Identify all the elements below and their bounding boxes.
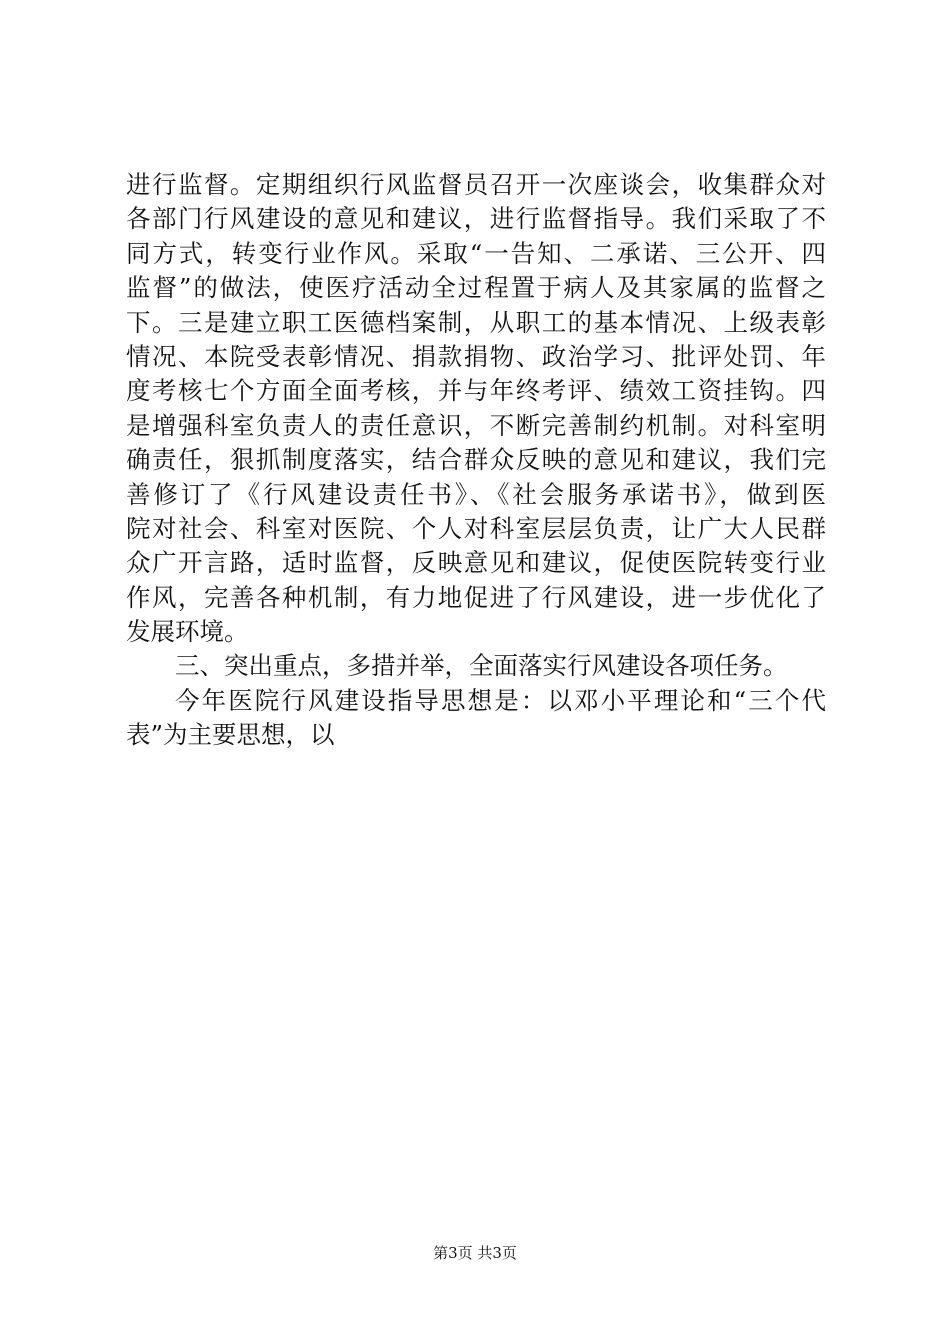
text-line: 情况、本院受表彰情况、捐款捐物、政治学习、批评处罚、年 <box>126 341 826 371</box>
text-line: 是增强科室负责人的责任意识，不断完善制约机制。对科室明 <box>126 410 826 440</box>
body-text <box>126 168 826 753</box>
text-line: 进行监督。定期组织行风监督员召开一次座谈会，收集群众对 <box>126 170 826 199</box>
text-line: 各部门行风建设的意见和建议，进行监督指导。我们采取了不 <box>126 204 826 234</box>
text-line: 善修订了《行风建设责任书》、《社会服务承诺书》，做到医 <box>126 479 826 509</box>
text-line: 度考核七个方面全面考核，并与年终考评、绩效工资挂钩。四 <box>126 376 826 406</box>
text-line: 发展环境。 <box>126 617 249 647</box>
text-line: 确责任，狠抓制度落实，结合群众反映的意见和建议，我们完 <box>126 445 826 475</box>
page-number-footer: 第3页 共3页 <box>433 1244 517 1262</box>
text-line: 作风，完善各种机制，有力地促进了行风建设，进一步优化了 <box>126 582 826 612</box>
text-line: 今年医院行风建设指导思想是：以邓小平理论和“三个代 <box>175 685 826 715</box>
section-heading: 三、突出重点，多措并举，全面落实行风建设各项任务。 <box>175 651 788 681</box>
text-line: 众广开言路，适时监督，反映意见和建议，促使医院转变行业 <box>126 548 826 578</box>
text-line: 同方式，转变行业作风。采取“一告知、二承诺、三公开、四 <box>126 238 826 268</box>
text-line: 下。三是建立职工医德档案制，从职工的基本情况、上级表彰 <box>126 307 826 337</box>
text-line: 院对社会、科室对医院、个人对科室层层负责，让广大人民群 <box>126 513 826 543</box>
text-line: 监督”的做法，使医疗活动全过程置于病人及其家属的监督之 <box>126 273 826 303</box>
text-line: 表”为主要思想，以 <box>126 720 335 750</box>
